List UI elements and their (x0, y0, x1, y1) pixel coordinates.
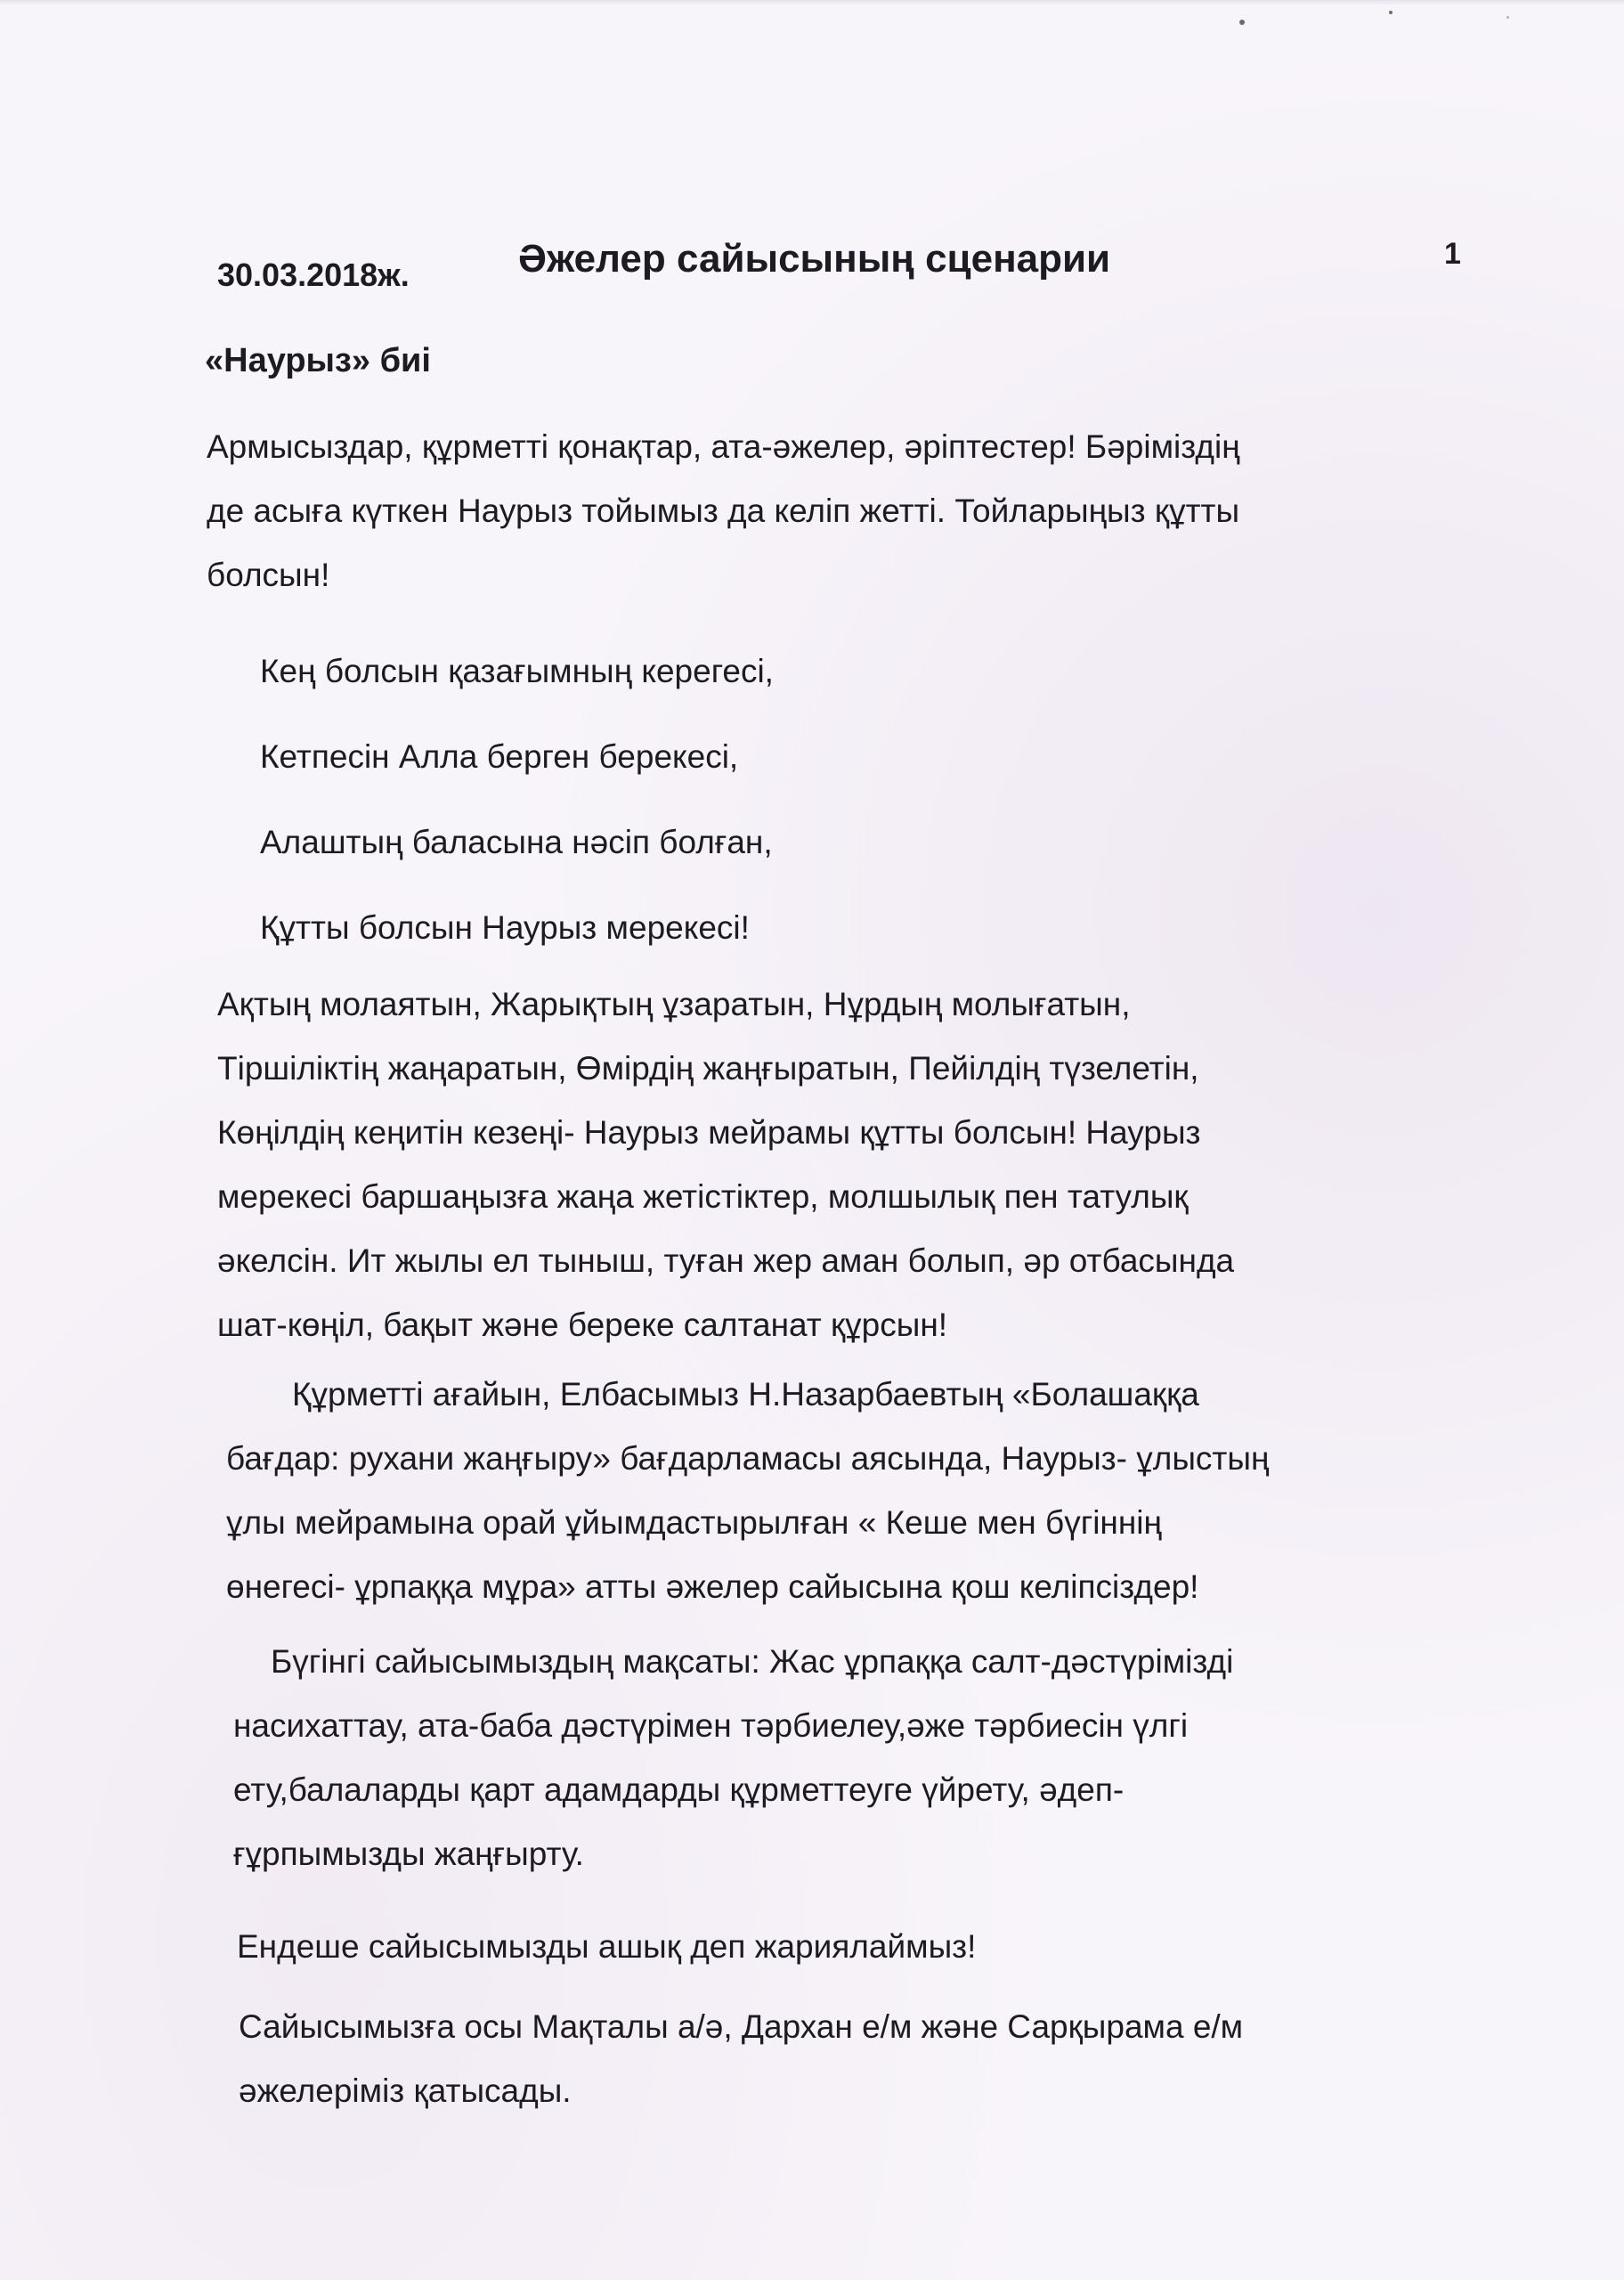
scan-speck (1506, 16, 1509, 19)
text-line: өнегесі- ұрпаққа мұра» атты әжелер сайысына қош келіпсіздер! (226, 1568, 1199, 1605)
text-line: мерекесі баршаңызға жаңа жетістіктер, молшылық пен татулық (217, 1178, 1189, 1215)
scan-speck (1389, 11, 1393, 14)
text-line: ету,балаларды қарт адамдарды құрметтеуге үйрету, әдеп- (233, 1771, 1125, 1808)
text-line: де асыға күткен Наурыз тойымыз да келіп жетті. Тойларыңыз құтты (207, 493, 1240, 529)
wishes-paragraph (217, 973, 1234, 1357)
text-line: ғұрпымызды жаңғырту. (233, 1836, 584, 1872)
greeting-paragraph (207, 415, 1240, 607)
text-line: Армысыздар, құрметті қонақтар, ата-әжелер, әріптестер! Бәріміздің (207, 428, 1240, 465)
text-line: Ендеше сайысымызды ашық деп жариялаймыз! (237, 1928, 977, 1965)
text-line: Ақтың молаятын, Жарықтың ұзаратын, Нұрдың молығатын, (217, 986, 1131, 1022)
participants-paragraph (239, 1995, 1243, 2123)
poem-stanza (260, 629, 774, 971)
goal-paragraph (233, 1630, 1233, 1886)
text-line: Көңілдің кеңитін кезеңі- Наурыз мейрамы құтты болсын! Наурыз (217, 1114, 1201, 1151)
text-line: Бүгінгі сайысымыздың мақсаты: Жас ұрпаққа салт-дәстүрімізді (271, 1643, 1234, 1680)
poem-line: Кең болсын қазағымның керегесі, (260, 653, 774, 689)
text-line: болсын! (207, 557, 330, 593)
text-line: Сайысымызға осы Мақталы а/ә, Дархан е/м және Сарқырама е/м (239, 2008, 1244, 2045)
opening-announcement (237, 1915, 976, 1979)
scan-speck (1239, 20, 1245, 25)
text-line: бағдар: рухани жаңғыру» бағдарламасы аясында, Наурыз- ұлыстың (226, 1440, 1270, 1477)
text-line: Тіршіліктің жаңаратын, Өмірдің жаңғыратын, Пейілдің түзелетін, (217, 1050, 1199, 1087)
poem-line: Алаштың баласына нәсіп болған, (260, 824, 773, 860)
welcome-paragraph (226, 1363, 1269, 1619)
text-line: Құрметті ағайын, Елбасымыз Н.Назарбаевтың «Болашаққа (292, 1376, 1199, 1413)
document-header (0, 230, 1624, 292)
text-line: әжелеріміз қатысады. (239, 2072, 572, 2109)
scan-edge (0, 0, 1624, 5)
text-line: шат-көңіл, бақыт және береке салтанат құрсын! (217, 1307, 948, 1343)
poem-line: Құтты болсын Наурыз мерекесі! (260, 909, 750, 946)
text-line: насихаттау, ата-баба дәстүрімен тәрбиелеу,әже тәрбиесін үлгі (233, 1707, 1189, 1744)
text-line: ұлы мейрамына орай ұйымдастырылған « Кеше мен бүгіннің (226, 1504, 1162, 1541)
text-line: әкелсін. Ит жылы ел тыныш, туған жер аман болып, әр отбасында (217, 1242, 1235, 1279)
document-date: 30.03.2018ж. (217, 256, 410, 293)
document-title: Әжелер сайысының сценарии (518, 237, 1111, 281)
page-number: 1 (1444, 237, 1461, 271)
poem-line: Кетпесін Алла берген берекесі, (260, 738, 739, 775)
section-title: «Наурыз» биі (205, 342, 431, 379)
